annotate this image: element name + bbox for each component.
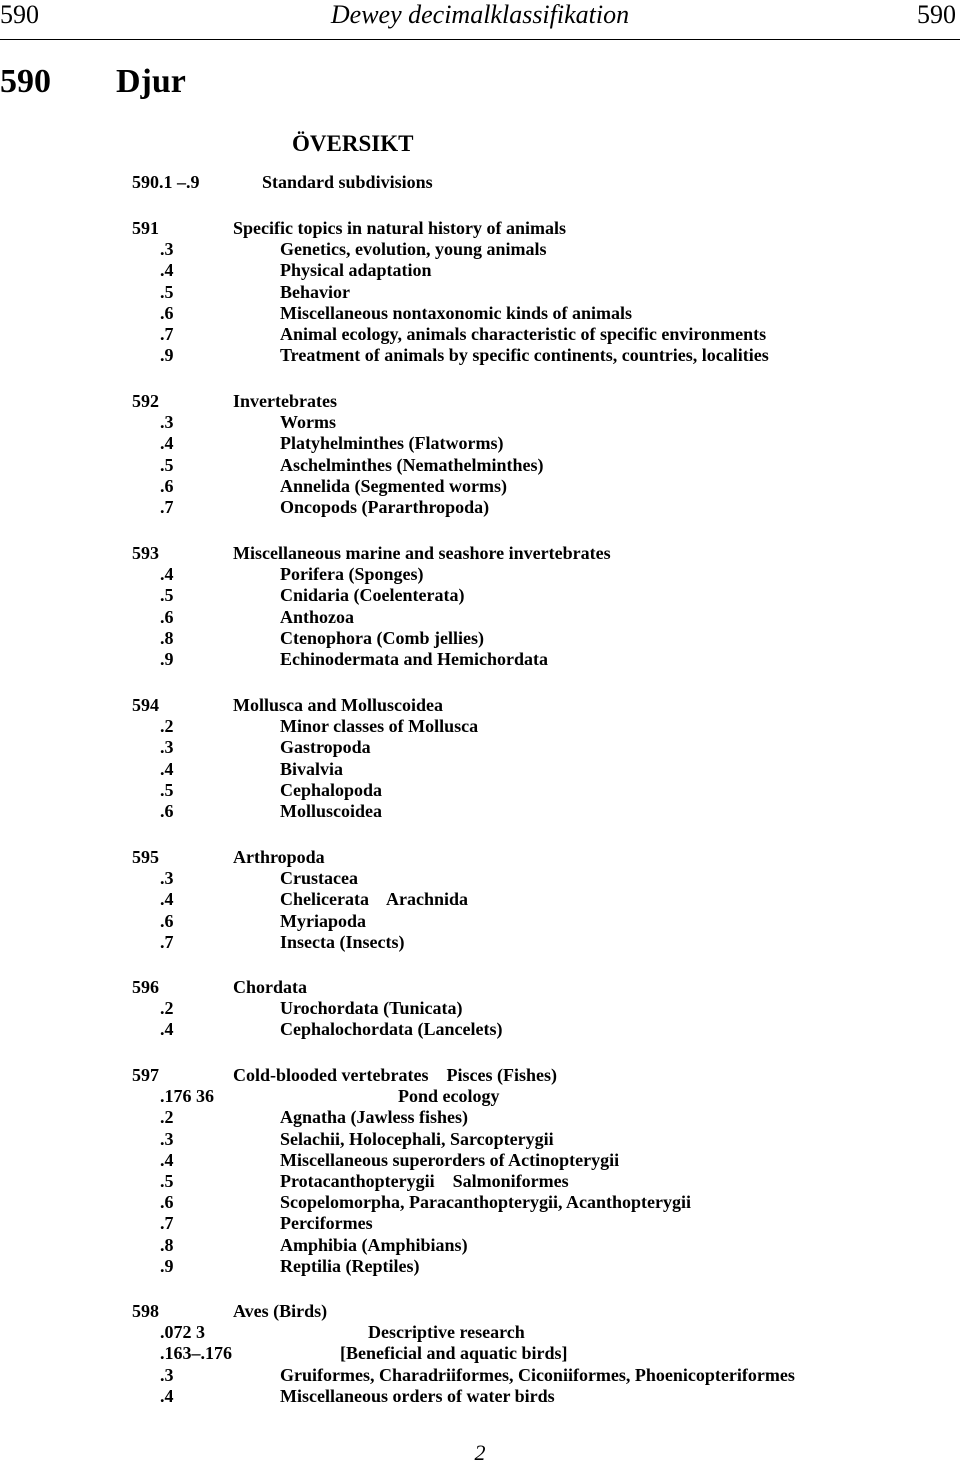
running-head-left-number: 590	[0, 0, 39, 29]
class-caption: Miscellaneous orders of water birds	[280, 1385, 555, 1406]
class-number: .9	[160, 1255, 174, 1276]
class-number: .5	[160, 454, 174, 475]
class-caption: Cephalopoda	[280, 779, 383, 800]
class-caption: Perciformes	[280, 1213, 373, 1234]
class-number: .4	[160, 433, 174, 454]
class-number: 591	[132, 218, 159, 238]
class-number: .6	[160, 475, 174, 496]
class-caption: Selachii, Holocephali, Sarcopterygii	[280, 1128, 554, 1149]
class-number: .7	[160, 497, 174, 517]
class-caption: Animal ecology, animals characteristic of specific environments	[280, 324, 767, 344]
class-number: .7	[160, 931, 174, 952]
class-caption: Myriapoda	[280, 910, 367, 931]
class-caption: Miscellaneous superorders of Actinopterygii	[280, 1149, 620, 1170]
class-number: .7	[160, 1213, 174, 1234]
class-caption: Anthozoa	[280, 606, 355, 627]
class-caption: Treatment of animals by specific continents, countries, localities	[280, 345, 769, 366]
class-caption: Platyhelminthes (Flatworms)	[280, 433, 504, 454]
class-number: 592	[132, 391, 159, 411]
class-number: 593	[132, 543, 159, 563]
class-caption: Chelicerata Arachnida	[280, 889, 468, 910]
class-number: 590.1 –.9	[132, 172, 200, 192]
class-number: .2	[160, 1107, 174, 1128]
class-caption: Reptilia (Reptiles)	[280, 1255, 420, 1276]
class-caption: Invertebrates	[233, 391, 337, 411]
class-number: .6	[160, 910, 174, 931]
class-caption: Descriptive research	[368, 1322, 525, 1343]
class-caption: Insecta (Insects)	[280, 931, 405, 952]
overview-title: ÖVERSIKT	[292, 131, 414, 156]
class-number: .9	[160, 345, 174, 366]
class-caption: Cold-blooded vertebrates Pisces (Fishes)	[233, 1065, 557, 1085]
class-caption: Pond ecology	[398, 1086, 500, 1107]
class-number: .3	[160, 239, 174, 260]
class-number: .6	[160, 302, 174, 323]
class-caption: Mollusca and Molluscoidea	[233, 695, 444, 715]
class-number: 595	[132, 847, 159, 867]
class-caption: Bivalvia	[280, 758, 344, 779]
class-number: .072 3	[160, 1322, 205, 1343]
class-caption: Physical adaptation	[280, 260, 432, 281]
running-head-title: Dewey decimalklassifikation	[330, 0, 630, 29]
class-number: .4	[160, 889, 174, 910]
class-number: .4	[160, 260, 174, 281]
class-caption: Cephalochordata (Lancelets)	[280, 1019, 503, 1040]
class-caption: Gastropoda	[280, 737, 371, 758]
class-caption: Arthropoda	[233, 847, 325, 867]
class-number: .4	[160, 564, 174, 585]
class-caption: Genetics, evolution, young animals	[280, 239, 547, 260]
class-number: .5	[160, 585, 174, 606]
class-caption: Ctenophora (Comb jellies)	[280, 627, 484, 648]
running-head-right-number: 590	[917, 0, 956, 29]
class-caption: Porifera (Sponges)	[280, 564, 424, 585]
class-number: .5	[160, 281, 174, 302]
section-number: 590	[0, 63, 51, 100]
class-number: .6	[160, 1192, 174, 1213]
class-caption: Minor classes of Mollusca	[280, 716, 479, 737]
class-number: 598	[132, 1301, 159, 1321]
class-number: .2	[160, 716, 174, 737]
class-number: .5	[160, 1171, 174, 1191]
class-caption: Agnatha (Jawless fishes)	[280, 1107, 469, 1128]
class-caption: Aves (Birds)	[233, 1301, 328, 1321]
class-caption: Scopelomorpha, Paracanthopterygii, Acanthopterygii	[280, 1192, 691, 1213]
class-caption: Cnidaria (Coelenterata)	[280, 585, 465, 606]
class-number: .9	[160, 649, 174, 669]
class-caption: Behavior	[280, 281, 350, 302]
class-caption: Gruiformes, Charadriiformes, Ciconiiformes, Phoenicopteriformes	[280, 1364, 795, 1385]
class-caption: Chordata	[233, 977, 308, 997]
class-caption: Aschelminthes (Nemathelminthes)	[280, 454, 544, 475]
class-caption: Urochordata (Tunicata)	[280, 998, 463, 1019]
class-number: .4	[160, 1385, 174, 1406]
class-number: .2	[160, 998, 174, 1019]
class-number: .3	[160, 412, 174, 433]
class-caption: Miscellaneous marine and seashore invertebrates	[233, 543, 611, 563]
class-number: .8	[160, 627, 174, 648]
class-caption: Protacanthopterygii Salmoniformes	[280, 1171, 569, 1191]
class-number: 596	[132, 977, 159, 997]
class-number: .6	[160, 606, 174, 627]
class-number: .7	[160, 324, 174, 344]
class-number: 594	[132, 695, 159, 715]
class-number: .176 36	[160, 1086, 214, 1107]
class-caption: Annelida (Segmented worms)	[280, 475, 507, 496]
page-number: 2	[474, 1440, 486, 1465]
class-caption: [Beneficial and aquatic birds]	[340, 1343, 568, 1364]
class-caption: Standard subdivisions	[262, 172, 433, 192]
class-number: 597	[132, 1065, 159, 1085]
class-caption: Molluscoidea	[280, 801, 382, 821]
class-caption: Echinodermata and Hemichordata	[280, 649, 548, 669]
class-number: .3	[160, 737, 174, 758]
class-caption: Crustacea	[280, 868, 358, 889]
class-number: .4	[160, 1019, 174, 1040]
section-title: Djur	[116, 63, 186, 100]
class-number: .6	[160, 801, 174, 821]
class-number: .8	[160, 1234, 174, 1255]
class-caption: Worms	[280, 412, 336, 433]
class-caption: Specific topics in natural history of animals	[233, 218, 567, 238]
class-number: .3	[160, 868, 174, 889]
class-caption: Miscellaneous nontaxonomic kinds of animals	[280, 302, 633, 323]
class-caption: Amphibia (Amphibians)	[280, 1234, 468, 1255]
class-caption: Oncopods (Pararthropoda)	[280, 497, 490, 517]
class-number: .163–.176	[160, 1343, 232, 1364]
class-number: .4	[160, 758, 174, 779]
class-number: .3	[160, 1364, 174, 1385]
class-number: .5	[160, 779, 174, 800]
class-number: .4	[160, 1149, 174, 1170]
class-number: .3	[160, 1128, 174, 1149]
